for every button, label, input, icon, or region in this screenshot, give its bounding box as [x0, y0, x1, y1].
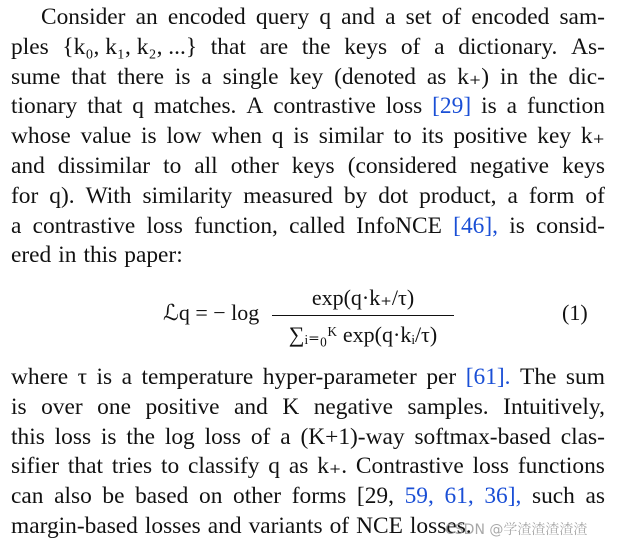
word: is	[293, 123, 309, 150]
word: an	[135, 4, 158, 30]
word: keys	[344, 33, 388, 60]
word: log	[164, 423, 195, 450]
word: when	[211, 123, 262, 150]
word: to	[163, 153, 182, 179]
word: negative	[469, 153, 550, 179]
infonce-equation	[0, 282, 617, 354]
word: for	[11, 182, 39, 209]
word: k₊.	[317, 453, 348, 480]
word: that	[87, 93, 123, 120]
word: positive	[145, 393, 220, 420]
word: be	[102, 483, 125, 510]
word: other	[230, 153, 279, 179]
word: and	[11, 153, 45, 179]
word: a	[434, 33, 445, 60]
word: encoded	[167, 4, 246, 30]
word: clas-	[560, 423, 605, 450]
text-line	[11, 422, 605, 452]
word: can	[11, 483, 44, 510]
word: matches.	[153, 93, 237, 120]
word: [29,	[356, 483, 394, 510]
text-line	[11, 32, 605, 62]
word: dictionary.	[458, 33, 558, 60]
word: where	[11, 364, 69, 390]
word: loss	[146, 212, 183, 239]
word: this	[83, 242, 118, 269]
word: is	[141, 123, 157, 150]
word: τ	[77, 364, 88, 390]
word: a	[121, 364, 133, 390]
word: its	[421, 123, 444, 150]
word: per	[426, 364, 457, 390]
word: encoded	[471, 4, 550, 30]
word: {k₀, k₁, k₂, ...}	[62, 33, 198, 60]
text-line	[11, 121, 605, 151]
equation-fraction	[272, 282, 454, 352]
word: negative	[313, 393, 393, 420]
word: the	[301, 33, 331, 60]
word: margin-based	[11, 513, 138, 539]
word: (considered	[347, 153, 457, 179]
word: function	[526, 93, 605, 120]
word: dissimilar	[57, 153, 151, 179]
word: 36],	[484, 483, 522, 510]
word: (denoted	[334, 63, 416, 90]
word: Consider	[41, 4, 126, 30]
word: to	[393, 123, 412, 150]
word: consid-	[536, 212, 605, 239]
word: q	[319, 4, 332, 30]
word: other	[233, 483, 282, 510]
word: and	[207, 513, 242, 539]
word: k₊)	[457, 63, 490, 90]
word: q	[132, 93, 144, 120]
word: is	[11, 393, 27, 420]
word: samples.	[407, 393, 489, 420]
word: called	[289, 212, 345, 239]
text-line	[11, 392, 605, 422]
word: sum	[565, 364, 605, 390]
word: such	[531, 483, 575, 510]
equation-denominator: ∑ᵢ₌₀ᴷ exp(q·kᵢ/τ)	[288, 322, 438, 348]
word: a	[11, 212, 22, 239]
word: sam-	[559, 4, 605, 30]
word: (K+1)-way	[300, 423, 405, 450]
word: a	[280, 423, 291, 450]
word: all	[194, 153, 218, 179]
word: set	[405, 4, 432, 30]
word: that	[71, 63, 107, 90]
word: a	[506, 93, 518, 120]
word: sifier	[11, 453, 60, 480]
equation-lhs: ℒq = − log	[163, 300, 260, 325]
word: NCE	[356, 513, 403, 539]
text-line	[11, 91, 605, 121]
word: dic-	[568, 63, 605, 90]
word: q	[271, 123, 284, 150]
word: k₊	[580, 123, 605, 150]
word: in	[58, 242, 77, 269]
word: forms	[291, 483, 347, 510]
text-line	[11, 481, 605, 511]
word: temperature	[141, 364, 254, 390]
word: function,	[194, 212, 278, 239]
word: over	[41, 393, 83, 420]
word: ples	[11, 33, 49, 60]
word: product,	[419, 182, 497, 209]
word: As-	[571, 33, 605, 60]
word: of	[585, 182, 605, 209]
word: loss	[385, 93, 423, 120]
text-line	[41, 2, 605, 32]
word: on	[199, 483, 223, 510]
word: single	[222, 63, 279, 90]
word: is	[100, 423, 117, 450]
word: InfoNCE	[356, 212, 442, 239]
text-line	[11, 362, 605, 392]
word: classify	[188, 453, 260, 480]
word: functions	[517, 453, 605, 480]
word: similar	[318, 123, 384, 150]
word: of	[329, 513, 350, 539]
word: as	[288, 453, 309, 480]
word: as	[426, 63, 447, 90]
word: ered	[11, 242, 52, 269]
word: keys	[562, 153, 605, 179]
word: [61].	[465, 364, 511, 390]
word: based	[135, 483, 189, 510]
word: Intuitively,	[503, 393, 605, 420]
word: With	[85, 182, 132, 209]
word: [46],	[453, 212, 498, 239]
word: keys	[291, 153, 335, 179]
word: the	[529, 63, 558, 90]
word: 61,	[444, 483, 474, 510]
text-line	[11, 451, 605, 481]
word: key	[537, 123, 572, 150]
word: A	[246, 93, 264, 120]
word: a	[201, 63, 212, 90]
word: query	[255, 4, 310, 30]
word: [29]	[432, 93, 472, 120]
word: paper:	[124, 242, 183, 269]
text-line	[11, 211, 605, 241]
word: whose	[11, 123, 71, 150]
word: is	[481, 93, 497, 120]
word: also	[54, 483, 92, 510]
word: contrastive	[32, 212, 136, 239]
word: and	[234, 393, 268, 420]
word: by	[343, 182, 368, 209]
word: that	[210, 33, 246, 60]
word: key	[289, 63, 324, 90]
word: measured	[243, 182, 333, 209]
word: is	[96, 364, 113, 390]
word: loss	[472, 453, 510, 480]
word: losses.	[409, 513, 472, 539]
word: of	[250, 423, 271, 450]
word: similarity	[142, 182, 233, 209]
word: value	[80, 123, 132, 150]
word: a	[385, 4, 396, 30]
word: low	[166, 123, 202, 150]
word: dot	[378, 182, 409, 209]
csdn-watermark: CSDN @学渣渣渣渣渣	[445, 522, 588, 538]
word: hyper-parameter	[262, 364, 417, 390]
text-line	[11, 181, 605, 211]
word: as	[585, 483, 605, 510]
word: is	[509, 212, 525, 239]
word: in	[499, 63, 519, 90]
word: Contrastive	[355, 453, 464, 480]
word: this	[11, 423, 45, 450]
word: the	[126, 423, 155, 450]
word: contrastive	[273, 93, 376, 120]
word: loss	[54, 423, 92, 450]
word: K	[282, 393, 300, 420]
word: tries	[111, 453, 153, 480]
word: The	[520, 364, 557, 390]
fraction-bar	[272, 315, 454, 316]
word: sume	[11, 63, 61, 90]
word: to	[160, 453, 180, 480]
word: and	[341, 4, 375, 30]
word: is	[174, 63, 191, 90]
word: 59,	[404, 483, 434, 510]
equation-numerator: exp(q·k₊/τ)	[311, 285, 415, 310]
word: one	[97, 393, 131, 420]
word: loss	[204, 423, 241, 450]
word: are	[259, 33, 289, 60]
word: variants	[248, 513, 323, 539]
word: that	[67, 453, 103, 480]
word: there	[117, 63, 164, 90]
equation-number: (1)	[562, 300, 588, 325]
word: softmax-based	[414, 423, 551, 450]
text-line	[11, 62, 605, 92]
word: losses	[144, 513, 201, 539]
word: q	[268, 453, 280, 480]
word: positive	[453, 123, 528, 150]
word: q).	[49, 182, 75, 209]
text-line	[11, 151, 605, 181]
word: form	[528, 182, 575, 209]
word: a	[507, 182, 518, 209]
text-line	[11, 240, 605, 270]
word: of	[400, 33, 421, 60]
word: of	[441, 4, 462, 30]
word: tionary	[11, 93, 78, 120]
